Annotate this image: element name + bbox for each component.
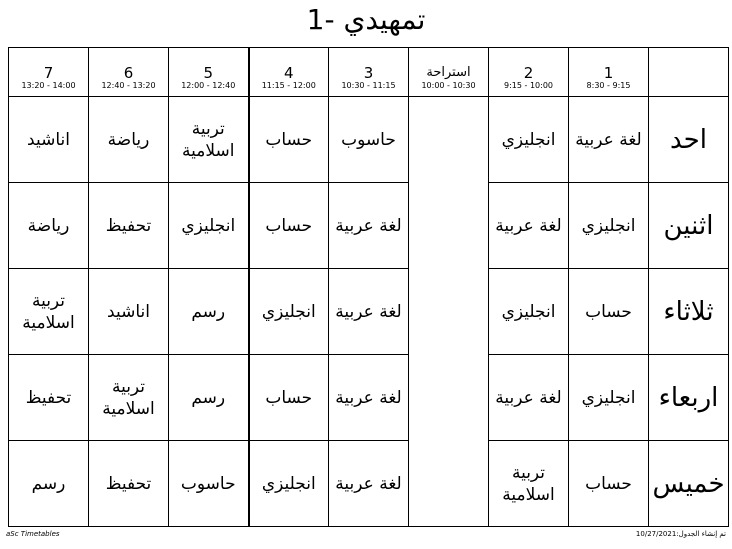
day-label: احد bbox=[649, 97, 729, 183]
period-number: 5 bbox=[203, 64, 214, 82]
lesson-cell: رياضة bbox=[89, 97, 169, 183]
lesson-cell: رسم bbox=[9, 441, 89, 527]
period-header bbox=[169, 48, 249, 97]
lesson-cell: لغة عربية bbox=[569, 97, 649, 183]
period-header bbox=[489, 48, 569, 97]
day-row bbox=[9, 269, 729, 355]
timetable bbox=[8, 47, 729, 527]
lesson-cell: انجليزي bbox=[249, 269, 329, 355]
break-header bbox=[409, 48, 489, 97]
period-header bbox=[569, 48, 649, 97]
lesson-cell: اناشيد bbox=[89, 269, 169, 355]
lesson-cell: حساب bbox=[249, 183, 329, 269]
day-row bbox=[9, 441, 729, 527]
day-label: ثلاثاء bbox=[649, 269, 729, 355]
period-header bbox=[249, 48, 329, 97]
lesson-cell: لغة عربية bbox=[329, 441, 409, 527]
lesson-cell: حساب bbox=[569, 269, 649, 355]
lesson-cell: لغة عربية bbox=[329, 269, 409, 355]
lesson-cell: رسم bbox=[169, 269, 249, 355]
break-column bbox=[409, 97, 489, 527]
period-time: 9:15 - 10:00 bbox=[504, 81, 553, 90]
lesson-cell: حاسوب bbox=[169, 441, 249, 527]
break-label: استراحة bbox=[426, 65, 471, 80]
period-header bbox=[9, 48, 89, 97]
day-row bbox=[9, 97, 729, 183]
day-row bbox=[9, 355, 729, 441]
day-label: اثنين bbox=[649, 183, 729, 269]
lesson-cell: رياضة bbox=[9, 183, 89, 269]
lesson-cell: تحفيظ bbox=[89, 183, 169, 269]
page-title: تمهيدي -1 bbox=[306, 3, 426, 36]
period-number: 3 bbox=[363, 64, 374, 82]
lesson-cell: لغة عربية bbox=[329, 355, 409, 441]
lesson-cell: لغة عربية bbox=[489, 355, 569, 441]
lesson-cell: اناشيد bbox=[9, 97, 89, 183]
period-header-row bbox=[9, 48, 729, 97]
day-row bbox=[9, 183, 729, 269]
lesson-cell: لغة عربية bbox=[489, 183, 569, 269]
period-number: 1 bbox=[603, 64, 614, 82]
period-number: 6 bbox=[123, 64, 134, 82]
lesson-cell: انجليزي bbox=[569, 355, 649, 441]
period-number: 2 bbox=[523, 64, 534, 82]
period-time: 11:15 - 12:00 bbox=[261, 81, 316, 90]
period-time: 12:00 - 12:40 bbox=[181, 81, 236, 90]
lesson-cell: تربية اسلامية bbox=[489, 441, 569, 527]
period-number: 4 bbox=[283, 64, 294, 82]
lesson-cell: تحفيظ bbox=[9, 355, 89, 441]
period-number: 7 bbox=[43, 64, 54, 82]
footer-created-date: تم إنشاء الجدول:10/27/2021 bbox=[635, 530, 726, 538]
period-header bbox=[329, 48, 409, 97]
lesson-cell: انجليزي bbox=[169, 183, 249, 269]
lesson-cell: حساب bbox=[249, 97, 329, 183]
lesson-cell: رسم bbox=[169, 355, 249, 441]
lesson-cell: تربية اسلامية bbox=[89, 355, 169, 441]
lesson-cell: حساب bbox=[569, 441, 649, 527]
lesson-cell: لغة عربية bbox=[329, 183, 409, 269]
lesson-cell: انجليزي bbox=[489, 97, 569, 183]
lesson-cell: تحفيظ bbox=[89, 441, 169, 527]
period-time: 12:40 - 13:20 bbox=[101, 81, 156, 90]
lesson-cell: انجليزي bbox=[249, 441, 329, 527]
period-header bbox=[89, 48, 169, 97]
day-label: خميس bbox=[649, 441, 729, 527]
period-time: 10:30 - 11:15 bbox=[341, 81, 396, 90]
lesson-cell: حاسوب bbox=[329, 97, 409, 183]
lesson-cell: انجليزي bbox=[569, 183, 649, 269]
corner-cell bbox=[649, 48, 729, 97]
lesson-cell: تربية اسلامية bbox=[9, 269, 89, 355]
break-time: 10:00 - 10:30 bbox=[421, 81, 476, 90]
lesson-cell: تربية اسلامية bbox=[169, 97, 249, 183]
lesson-cell: انجليزي bbox=[489, 269, 569, 355]
lesson-cell: حساب bbox=[249, 355, 329, 441]
day-label: اربعاء bbox=[649, 355, 729, 441]
footer-brand: aSc Timetables bbox=[6, 530, 60, 538]
period-time: 13:20 - 14:00 bbox=[21, 81, 76, 90]
period-time: 8:30 - 9:15 bbox=[586, 81, 631, 90]
